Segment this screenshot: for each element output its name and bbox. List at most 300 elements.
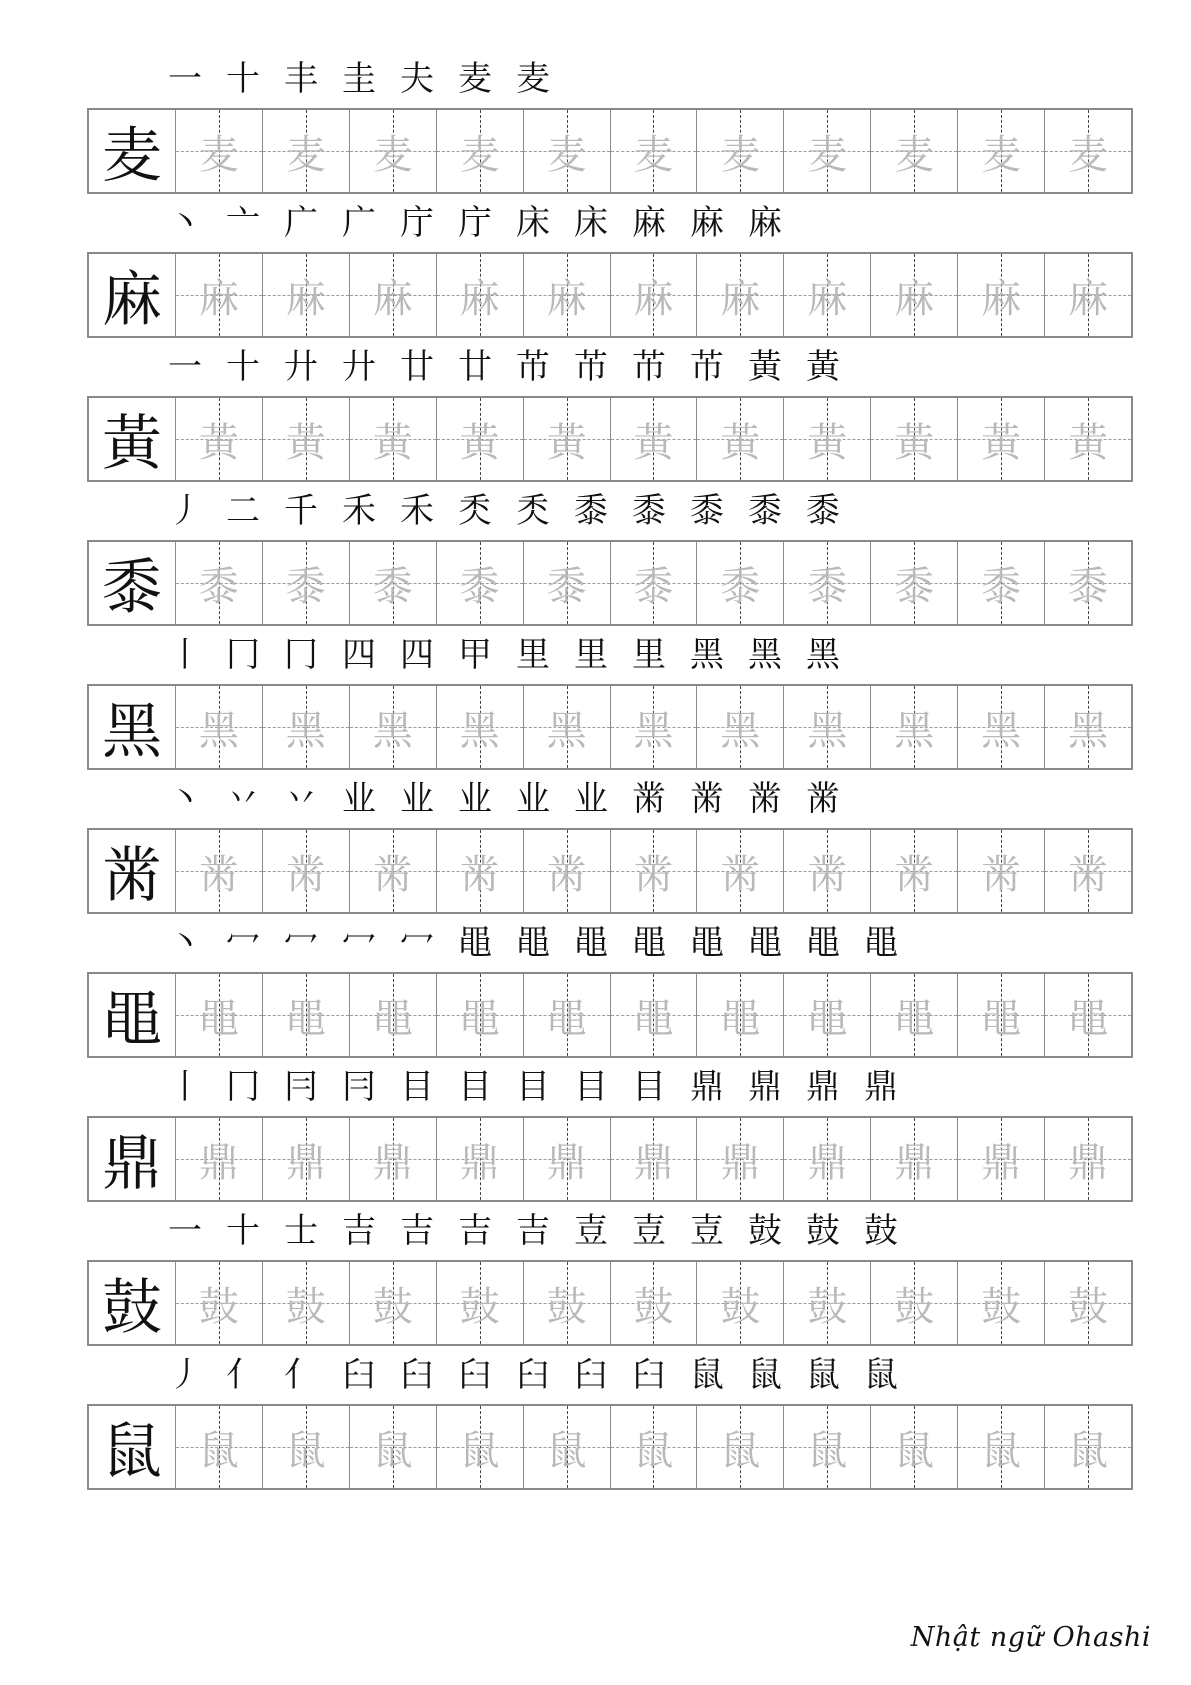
trace-character: 黍	[372, 563, 413, 610]
stroke-step: 吉	[458, 1211, 492, 1251]
stroke-step: 十	[226, 347, 260, 387]
model-character-cell	[89, 110, 175, 192]
trace-character: 黹	[1068, 851, 1109, 898]
trace-cell[interactable]	[957, 1262, 1044, 1344]
stroke-step: 鼎	[864, 1067, 898, 1107]
trace-character: 黽	[720, 995, 761, 1042]
trace-cell[interactable]	[783, 1406, 870, 1488]
trace-character: 鼓	[633, 1283, 674, 1330]
trace-cell[interactable]	[870, 686, 957, 768]
model-character: 麦	[101, 121, 162, 191]
trace-cell[interactable]	[783, 1262, 870, 1344]
trace-cell[interactable]	[436, 974, 523, 1056]
practice-grid	[87, 108, 1133, 194]
trace-character: 鼠	[546, 1427, 587, 1474]
stroke-step: 鼓	[748, 1211, 782, 1251]
stroke-step: 四	[400, 635, 434, 675]
practice-grid	[87, 684, 1133, 770]
trace-cell[interactable]	[1044, 1406, 1131, 1488]
stroke-step: 臼	[574, 1355, 608, 1395]
stroke-step: 目	[400, 1067, 434, 1107]
trace-cell[interactable]	[175, 1406, 262, 1488]
kanji-practice-row	[0, 50, 1191, 205]
stroke-step: 冃	[284, 1067, 318, 1107]
trace-character: 鼎	[720, 1139, 761, 1186]
trace-cell[interactable]	[436, 542, 523, 624]
stroke-step: 丶	[168, 923, 202, 963]
trace-character: 麦	[546, 131, 587, 178]
trace-cell[interactable]	[1044, 830, 1131, 912]
kanji-practice-row	[0, 194, 1191, 349]
stroke-step: 丰	[284, 59, 318, 99]
trace-cell[interactable]	[957, 1406, 1044, 1488]
trace-cell[interactable]	[436, 1406, 523, 1488]
trace-cell[interactable]	[610, 1262, 697, 1344]
stroke-step: 壴	[632, 1211, 666, 1251]
stroke-order-sequence	[160, 482, 1140, 534]
trace-character: 黽	[285, 995, 326, 1042]
trace-character: 鼎	[285, 1139, 326, 1186]
trace-character: 黃	[981, 419, 1022, 466]
trace-character: 鼓	[459, 1283, 500, 1330]
trace-cell[interactable]	[696, 974, 783, 1056]
trace-cell[interactable]	[523, 1406, 610, 1488]
trace-character: 鼎	[198, 1139, 239, 1186]
stroke-step: 十	[226, 59, 260, 99]
trace-cell[interactable]	[523, 1262, 610, 1344]
stroke-step: 黽	[632, 923, 666, 963]
model-character-cell	[89, 830, 175, 912]
stroke-step: 芇	[690, 347, 724, 387]
model-character: 黃	[101, 409, 162, 479]
trace-cell[interactable]	[436, 110, 523, 192]
trace-cell[interactable]	[175, 830, 262, 912]
trace-character: 黹	[372, 851, 413, 898]
trace-cell[interactable]	[783, 686, 870, 768]
model-character-cell	[89, 1406, 175, 1488]
trace-cell[interactable]	[610, 542, 697, 624]
trace-character: 鼎	[1068, 1139, 1109, 1186]
trace-character: 黑	[459, 707, 500, 754]
trace-cell[interactable]	[610, 254, 697, 336]
model-character-cell	[89, 974, 175, 1056]
model-character: 黍	[101, 553, 162, 623]
model-character: 鼓	[101, 1273, 162, 1343]
model-character: 鼎	[101, 1129, 162, 1199]
trace-character: 鼓	[1068, 1283, 1109, 1330]
trace-cell[interactable]	[610, 1406, 697, 1488]
stroke-order-sequence	[160, 50, 1140, 102]
trace-character: 黽	[459, 995, 500, 1042]
trace-cell[interactable]	[436, 1118, 523, 1200]
trace-cell[interactable]	[262, 1262, 349, 1344]
trace-cell[interactable]	[610, 398, 697, 480]
trace-cell[interactable]	[870, 110, 957, 192]
trace-character: 黹	[546, 851, 587, 898]
trace-cell[interactable]	[870, 1262, 957, 1344]
trace-cell[interactable]	[262, 1118, 349, 1200]
trace-cell[interactable]	[696, 1262, 783, 1344]
trace-cell[interactable]	[696, 254, 783, 336]
stroke-step: 黹	[632, 779, 666, 819]
trace-cell[interactable]	[870, 974, 957, 1056]
trace-character: 黍	[633, 563, 674, 610]
trace-character: 鼓	[720, 1283, 761, 1330]
stroke-step: 冖	[400, 923, 434, 963]
trace-character: 黃	[372, 419, 413, 466]
stroke-step: 十	[226, 1211, 260, 1251]
trace-cell[interactable]	[957, 542, 1044, 624]
trace-cell[interactable]	[349, 686, 436, 768]
trace-cell[interactable]	[523, 542, 610, 624]
trace-cell[interactable]	[783, 398, 870, 480]
trace-character: 黹	[285, 851, 326, 898]
trace-character: 黹	[633, 851, 674, 898]
trace-cell[interactable]	[436, 830, 523, 912]
practice-grid	[87, 396, 1133, 482]
trace-cell[interactable]	[870, 542, 957, 624]
trace-cell[interactable]	[349, 254, 436, 336]
stroke-step: 鼠	[748, 1355, 782, 1395]
trace-character: 麻	[720, 275, 761, 322]
stroke-step: 四	[342, 635, 376, 675]
stroke-step: 业	[516, 779, 550, 819]
trace-cell[interactable]	[1044, 398, 1131, 480]
stroke-order-sequence	[160, 1346, 1140, 1398]
trace-cell[interactable]	[696, 542, 783, 624]
trace-cell[interactable]	[523, 110, 610, 192]
trace-cell[interactable]	[1044, 974, 1131, 1056]
trace-character: 黽	[372, 995, 413, 1042]
trace-character: 黑	[198, 707, 239, 754]
trace-character: 麻	[894, 275, 935, 322]
kanji-practice-row	[0, 914, 1191, 1069]
trace-character: 麦	[1068, 131, 1109, 178]
trace-cell[interactable]	[349, 974, 436, 1056]
trace-cell[interactable]	[349, 1406, 436, 1488]
trace-character: 黃	[546, 419, 587, 466]
trace-character: 麦	[459, 131, 500, 178]
stroke-step: 麻	[690, 203, 724, 243]
trace-character: 鼎	[459, 1139, 500, 1186]
trace-character: 麦	[633, 131, 674, 178]
trace-character: 黑	[1068, 707, 1109, 754]
trace-cell[interactable]	[783, 254, 870, 336]
trace-character: 麻	[807, 275, 848, 322]
trace-cell[interactable]	[696, 686, 783, 768]
trace-cell[interactable]	[696, 1406, 783, 1488]
practice-grid	[87, 1116, 1133, 1202]
trace-cell[interactable]	[436, 1262, 523, 1344]
stroke-step: 圭	[342, 59, 376, 99]
trace-cell[interactable]	[870, 1118, 957, 1200]
trace-cell[interactable]	[349, 398, 436, 480]
trace-character: 黍	[198, 563, 239, 610]
trace-character: 黃	[633, 419, 674, 466]
stroke-step: 冖	[342, 923, 376, 963]
trace-character: 麦	[894, 131, 935, 178]
trace-cell[interactable]	[523, 686, 610, 768]
stroke-step: 黹	[806, 779, 840, 819]
trace-character: 黍	[285, 563, 326, 610]
trace-character: 鼎	[894, 1139, 935, 1186]
trace-cell[interactable]	[349, 830, 436, 912]
stroke-step: 亻	[284, 1355, 318, 1395]
trace-cell[interactable]	[175, 1262, 262, 1344]
trace-cell[interactable]	[957, 254, 1044, 336]
kanji-practice-row	[0, 1346, 1191, 1501]
stroke-step: 黑	[690, 635, 724, 675]
stroke-step: 业	[574, 779, 608, 819]
kanji-practice-row	[0, 1058, 1191, 1213]
trace-cell[interactable]	[783, 110, 870, 192]
trace-character: 黹	[981, 851, 1022, 898]
stroke-step: 黽	[458, 923, 492, 963]
trace-character: 黃	[198, 419, 239, 466]
stroke-step: 黍	[632, 491, 666, 531]
trace-cell[interactable]	[783, 830, 870, 912]
trace-cell[interactable]	[957, 398, 1044, 480]
trace-cell[interactable]	[175, 254, 262, 336]
trace-character: 黽	[981, 995, 1022, 1042]
trace-cell[interactable]	[436, 398, 523, 480]
trace-character: 鼠	[981, 1427, 1022, 1474]
trace-character: 鼠	[807, 1427, 848, 1474]
trace-character: 黑	[807, 707, 848, 754]
trace-character: 鼎	[546, 1139, 587, 1186]
trace-cell[interactable]	[175, 1118, 262, 1200]
trace-cell[interactable]	[957, 974, 1044, 1056]
trace-cell[interactable]	[610, 110, 697, 192]
trace-cell[interactable]	[523, 254, 610, 336]
stroke-step: 黹	[748, 779, 782, 819]
stroke-step: 鼠	[864, 1355, 898, 1395]
trace-cell[interactable]	[957, 830, 1044, 912]
trace-cell[interactable]	[523, 1118, 610, 1200]
stroke-step: 鼓	[864, 1211, 898, 1251]
trace-cell[interactable]	[610, 1118, 697, 1200]
trace-cell[interactable]	[262, 974, 349, 1056]
trace-cell[interactable]	[175, 398, 262, 480]
trace-character: 麻	[1068, 275, 1109, 322]
trace-cell[interactable]	[610, 974, 697, 1056]
stroke-step: 黃	[806, 347, 840, 387]
trace-character: 黍	[459, 563, 500, 610]
trace-character: 鼠	[372, 1427, 413, 1474]
model-character: 黑	[101, 697, 162, 767]
trace-character: 黍	[894, 563, 935, 610]
kanji-practice-row	[0, 626, 1191, 781]
trace-cell[interactable]	[1044, 1262, 1131, 1344]
stroke-order-sequence	[160, 914, 1140, 966]
model-character-cell	[89, 1118, 175, 1200]
trace-character: 黍	[981, 563, 1022, 610]
trace-cell[interactable]	[1044, 1118, 1131, 1200]
stroke-step: 臼	[400, 1355, 434, 1395]
stroke-step: 丷	[284, 779, 318, 819]
stroke-step: 里	[632, 635, 666, 675]
trace-character: 黍	[546, 563, 587, 610]
stroke-step: 丶	[168, 779, 202, 819]
stroke-step: 冂	[226, 1067, 260, 1107]
stroke-step: 业	[342, 779, 376, 819]
trace-character: 鼓	[198, 1283, 239, 1330]
stroke-step: 床	[574, 203, 608, 243]
trace-character: 麦	[807, 131, 848, 178]
stroke-step: 一	[168, 347, 202, 387]
model-character-cell	[89, 254, 175, 336]
stroke-step: 丿	[168, 1355, 202, 1395]
stroke-step: 黽	[516, 923, 550, 963]
trace-character: 鼓	[894, 1283, 935, 1330]
trace-character: 黑	[981, 707, 1022, 754]
stroke-step: 臼	[342, 1355, 376, 1395]
trace-character: 麻	[372, 275, 413, 322]
stroke-step: 业	[400, 779, 434, 819]
trace-cell[interactable]	[696, 110, 783, 192]
trace-cell[interactable]	[262, 686, 349, 768]
trace-cell[interactable]	[436, 686, 523, 768]
trace-cell[interactable]	[262, 398, 349, 480]
trace-character: 麦	[198, 131, 239, 178]
trace-cell[interactable]	[175, 974, 262, 1056]
trace-character: 黽	[546, 995, 587, 1042]
trace-cell[interactable]	[349, 542, 436, 624]
trace-character: 黑	[372, 707, 413, 754]
trace-character: 麻	[285, 275, 326, 322]
trace-character: 鼠	[198, 1427, 239, 1474]
trace-character: 鼠	[459, 1427, 500, 1474]
trace-cell[interactable]	[1044, 686, 1131, 768]
trace-cell[interactable]	[349, 1118, 436, 1200]
trace-character: 黽	[807, 995, 848, 1042]
trace-cell[interactable]	[957, 686, 1044, 768]
trace-cell[interactable]	[262, 254, 349, 336]
trace-cell[interactable]	[1044, 254, 1131, 336]
trace-character: 鼎	[981, 1139, 1022, 1186]
stroke-step: 冂	[226, 635, 260, 675]
trace-cell[interactable]	[783, 542, 870, 624]
stroke-step: 丿	[168, 491, 202, 531]
kanji-practice-row	[0, 482, 1191, 637]
trace-character: 黽	[198, 995, 239, 1042]
trace-cell[interactable]	[523, 974, 610, 1056]
kanji-practice-row	[0, 1202, 1191, 1357]
stroke-step: 黍	[806, 491, 840, 531]
model-character-cell	[89, 398, 175, 480]
stroke-step: 亠	[226, 203, 260, 243]
stroke-step: 廿	[400, 347, 434, 387]
stroke-step: 禾	[342, 491, 376, 531]
trace-cell[interactable]	[262, 542, 349, 624]
stroke-step: 廿	[458, 347, 492, 387]
trace-cell[interactable]	[870, 830, 957, 912]
trace-character: 鼓	[372, 1283, 413, 1330]
trace-character: 麻	[633, 275, 674, 322]
trace-character: 麻	[981, 275, 1022, 322]
trace-cell[interactable]	[696, 830, 783, 912]
trace-cell[interactable]	[957, 110, 1044, 192]
stroke-step: 黽	[806, 923, 840, 963]
trace-cell[interactable]	[436, 254, 523, 336]
stroke-order-sequence	[160, 770, 1140, 822]
trace-character: 黃	[894, 419, 935, 466]
trace-character: 鼠	[720, 1427, 761, 1474]
trace-cell[interactable]	[610, 830, 697, 912]
model-character-cell	[89, 542, 175, 624]
trace-cell[interactable]	[349, 1262, 436, 1344]
trace-cell[interactable]	[870, 254, 957, 336]
trace-character: 黽	[1068, 995, 1109, 1042]
stroke-step: 广	[342, 203, 376, 243]
trace-cell[interactable]	[262, 1406, 349, 1488]
trace-cell[interactable]	[1044, 110, 1131, 192]
stroke-step: 黽	[864, 923, 898, 963]
trace-cell[interactable]	[1044, 542, 1131, 624]
trace-cell[interactable]	[610, 686, 697, 768]
stroke-step: 黽	[690, 923, 724, 963]
trace-cell[interactable]	[957, 1118, 1044, 1200]
trace-cell[interactable]	[262, 110, 349, 192]
model-character: 黽	[101, 985, 162, 1055]
trace-character: 鼓	[981, 1283, 1022, 1330]
model-character: 黹	[101, 841, 162, 911]
trace-cell[interactable]	[870, 1406, 957, 1488]
stroke-step: 黃	[748, 347, 782, 387]
trace-cell[interactable]	[349, 110, 436, 192]
trace-character: 麦	[720, 131, 761, 178]
stroke-step: 臼	[516, 1355, 550, 1395]
trace-cell[interactable]	[523, 398, 610, 480]
stroke-step: 臼	[458, 1355, 492, 1395]
stroke-step: 鼎	[748, 1067, 782, 1107]
stroke-step: 麻	[748, 203, 782, 243]
trace-cell[interactable]	[175, 542, 262, 624]
trace-cell[interactable]	[783, 974, 870, 1056]
trace-cell[interactable]	[870, 398, 957, 480]
stroke-step: 一	[168, 1211, 202, 1251]
trace-character: 黍	[720, 563, 761, 610]
stroke-step: 里	[574, 635, 608, 675]
stroke-step: 鼠	[806, 1355, 840, 1395]
trace-cell[interactable]	[696, 1118, 783, 1200]
trace-cell[interactable]	[175, 686, 262, 768]
trace-cell[interactable]	[783, 1118, 870, 1200]
stroke-step: 芇	[574, 347, 608, 387]
model-character: 鼠	[101, 1417, 162, 1487]
stroke-step: 秂	[458, 491, 492, 531]
trace-cell[interactable]	[175, 110, 262, 192]
stroke-step: 夫	[400, 59, 434, 99]
stroke-step: 目	[516, 1067, 550, 1107]
stroke-step: 廾	[342, 347, 376, 387]
stroke-step: 芇	[632, 347, 666, 387]
trace-character: 黃	[807, 419, 848, 466]
trace-cell[interactable]	[696, 398, 783, 480]
stroke-step: 黍	[748, 491, 782, 531]
model-character: 麻	[101, 265, 162, 335]
stroke-step: 广	[284, 203, 318, 243]
stroke-step: 二	[226, 491, 260, 531]
stroke-step: 鼓	[806, 1211, 840, 1251]
trace-character: 鼠	[285, 1427, 326, 1474]
trace-cell[interactable]	[523, 830, 610, 912]
stroke-step: 臼	[632, 1355, 666, 1395]
stroke-order-sequence	[160, 1058, 1140, 1110]
stroke-step: 黽	[574, 923, 608, 963]
trace-cell[interactable]	[262, 830, 349, 912]
trace-character: 鼎	[633, 1139, 674, 1186]
